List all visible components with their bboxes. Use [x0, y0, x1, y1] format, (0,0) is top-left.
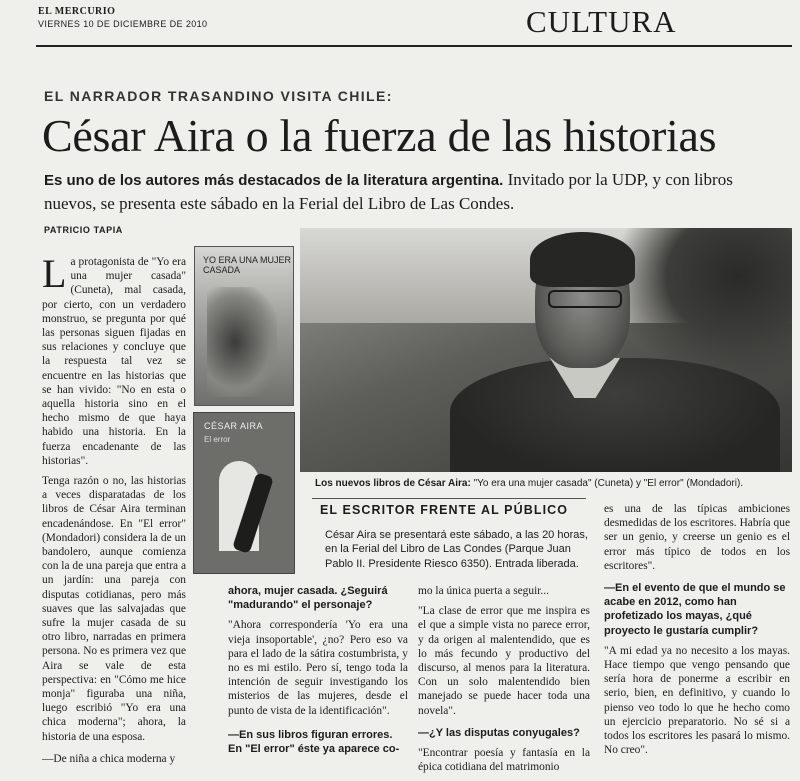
photo-torso: [450, 358, 780, 472]
question: —En sus libros figuran errores. En "El error" éste ya aparece co-: [228, 728, 400, 756]
photo-hair: [530, 232, 635, 287]
box-text: César Aira se presentará este sábado, a las 20 horas, en la Ferial del Libro de Las Condes (Parque Juan Pablo II. Presidente Riesco 6350). Entrada liberada.: [325, 529, 588, 570]
book-cover-1-figure: [207, 287, 277, 397]
book-cover-2-title: El error: [204, 435, 231, 444]
column-4: [604, 502, 790, 763]
headline: César Aira o la fuerza de las historias: [42, 110, 717, 161]
book-cover-2-author: CÉSAR AIRA: [204, 421, 264, 431]
box-rule: [312, 498, 586, 499]
column-3: [418, 584, 590, 780]
question: —¿Y las disputas conyugales?: [418, 726, 580, 739]
kicker: EL NARRADOR TRASANDINO VISITA CHILE:: [44, 88, 393, 104]
issue-date: VIERNES 10 DE DICIEMBRE DE 2010: [38, 19, 208, 29]
question: ahora, mujer casada. ¿Seguirá "madurando" el personaje?: [228, 585, 388, 612]
photo-glasses: [548, 290, 622, 308]
paragraph: mo la única puerta a seguir...: [418, 585, 549, 597]
deck: [44, 168, 759, 215]
question: —En el evento de que el mundo se acabe en 2012, como han profetizado los mayas, ¿qué proyecto le gustaría cumplir?: [604, 582, 786, 637]
column-1b: [42, 474, 186, 750]
paragraph: Tenga razón o no, las historias a veces disparatadas de los libros de César Aira terminan encadenándose. En "El error" (Mondadori) considera la de un bandolero, aunque comienza con la de una pareja que entra a un jardín: una pareja con disputas cotidianas, pero más suaves que las salvajadas que sufre la mujer casada de su otro libro, narradas en primera persona. No es primera vez que Aira se vale de esta perspectiva: en "Cómo me hice monja" figuraba una niña, luego escribió "Yo era una chica moderna"; ahora, la historia de una esposa.: [42, 475, 186, 743]
paragraph: es una de las típicas ambiciones desmedidas de los escritores. Habría que ser un genio, y creerse un genio es el error más típico de todos en los escritores".: [604, 503, 790, 572]
masthead-rule: [36, 45, 792, 47]
paragraph: "Encontrar poesía y fantasía en la épica cotidiana del matrimonio: [418, 747, 590, 774]
paragraph: "La clase de error que me inspira es el que a simple vista no parece error, y da origen al malentendido, que es lo más fecundo y productivo del discurso, al menos para la literatura. Con un solo malentendido bien manejado se puede hacer toda una novela".: [418, 605, 590, 717]
book-cover-1-title: YO ERA UNA MUJER CASADA: [203, 255, 292, 275]
column-2: [228, 584, 408, 762]
byline: PATRICIO TAPIA: [44, 225, 123, 235]
deck-rest: Invitado por la UDP, y con libros nuevos, se presenta este sábado en la Ferial del Libro de Las Condes.: [44, 170, 733, 213]
book-cover-1: [194, 246, 294, 406]
deck-bold: Es uno de los autores más destacados de la literatura argentina.: [44, 172, 504, 189]
box-title: EL ESCRITOR FRENTE AL PÚBLICO: [320, 503, 569, 517]
column-1: [42, 251, 186, 474]
book-cover-2: [193, 412, 295, 574]
question: —De niña a chica moderna y: [42, 753, 176, 765]
section-title: CULTURA: [526, 4, 677, 39]
newspaper-name: EL MERCURIO: [38, 6, 116, 17]
drop-cap: L: [42, 251, 67, 296]
photo-caption: Los nuevos libros de César Aira: "Yo era una mujer casada" (Cuneta) y "El error" (Mondadori).: [315, 478, 744, 489]
paragraph: La protagonista de "Yo era una mujer casada" (Cuneta), mal casada, por cierto, con un verdadero monstruo, se pregunta por qué las personas siguen fijadas en sus relaciones y concluye que la respuesta tal vez se encuentre en las historias que se han vivido: "No en esta o aquella historia sino en el hecho mismo de que haya habido una historia. En la fuerza encadenante de las historias".: [42, 251, 186, 467]
author-photo: [300, 228, 792, 472]
paragraph: "A mi edad ya no necesito a los mayas. Hace tiempo que vengo pensando que sería hora de ponerme a escribir en serio, bien, en definitivo, y cuando lo pienso veo todo lo que he hecho como un ejercicio preparatorio. No sé si a todos los escritores les pasará lo mismo. No creo".: [604, 644, 790, 757]
paragraph: "Ahora correspondería 'Yo era una vieja insoportable', ¿no? Pero eso va para el lado de la sátira costumbrista, y no es mi estilo. Pero sí, tengo toda la intención de seguir investigando los misterios de las mujeres, desde el punto de vista de la identificación".: [228, 619, 408, 717]
